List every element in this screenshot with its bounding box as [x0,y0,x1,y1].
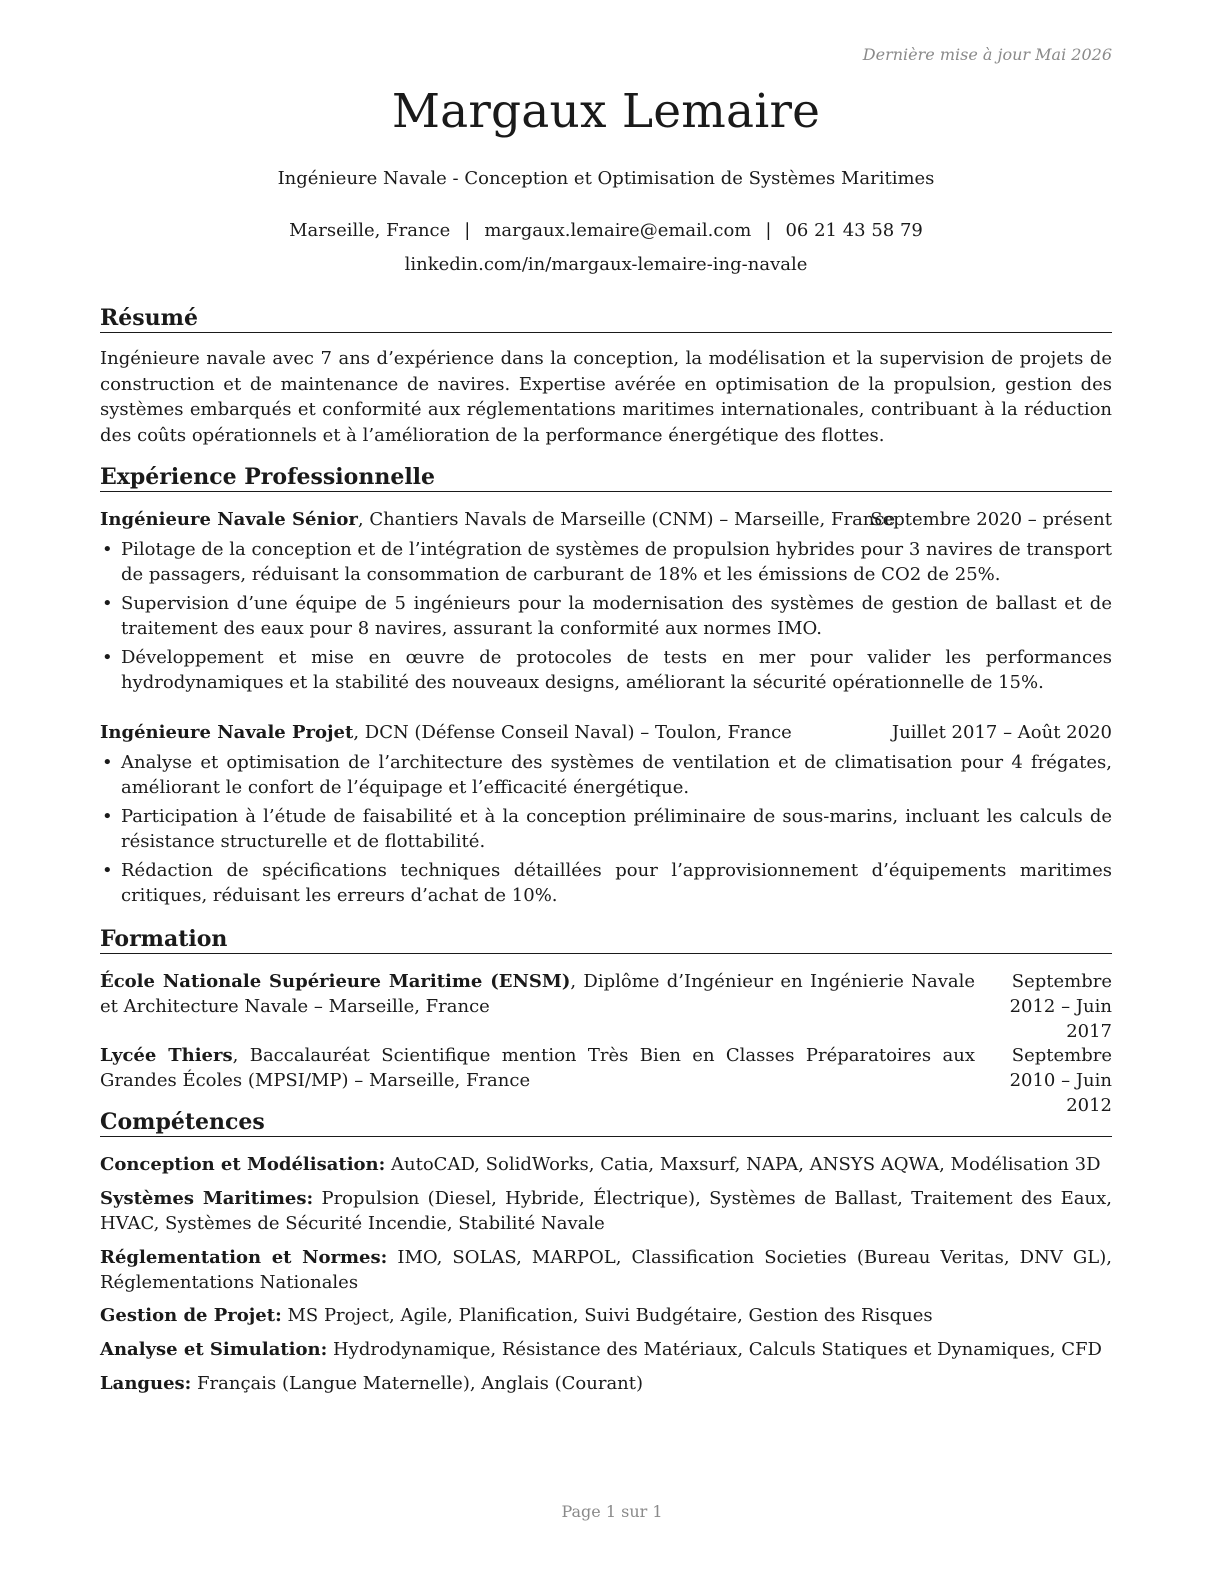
bullet-icon: • [102,593,113,614]
skill-value: AutoCAD, SolidWorks, Catia, Maxsurf, NAPA, ANSYS AQWA, Modélisation 3D [385,1154,1101,1175]
job-bullet-list [100,537,1112,699]
skill-value: Hydrodynamique, Résistance des Matériaux, Calculs Statiques et Dynamiques, CFD [327,1339,1102,1360]
section-title-experience: Expérience Professionnelle [100,464,1112,492]
contact-phone[interactable]: 06 21 43 58 79 [785,220,923,241]
education-dates: Septembre 2010 – Juin 2012 [1009,1045,1112,1116]
skill-row [100,1152,1112,1177]
education-item [100,969,1112,1042]
last-updated: Dernière mise à jour Mai 2026 [862,45,1112,64]
skill-row [100,1303,1112,1328]
bullet-text: Développement et mise en œuvre de protocoles de tests en mer pour valider les performances hydrodynamiques et la stabilité des nouveaux designs, améliorant la sécurité opérationnelle de 15%. [121,647,1112,693]
bullet-text: Pilotage de la conception et de l’intégration de systèmes de propulsion hybrides pour 3 navires de transport de passagers, réduisant la consommation de carburant de 18% et les émissions de CO2 de 25%. [121,539,1112,585]
list-item [100,750,1112,800]
skill-row [100,1186,1112,1236]
candidate-tagline: Ingénieure Navale - Conception et Optimisation de Systèmes Maritimes [277,168,935,189]
education-school: École Nationale Supérieure Maritime (ENSM) [100,971,571,992]
skill-row [100,1337,1112,1362]
skill-label: Analyse et Simulation: [100,1339,328,1360]
job-role: Ingénieure Navale Sénior [100,509,358,530]
list-item [100,645,1112,695]
skill-value: Propulsion (Diesel, Hybride, Électrique), Systèmes de Ballast, Traitement des Eaux, HVAC, Systèmes de Sécurité Incendie, Stabilité Navale [100,1188,1112,1234]
contact-email[interactable]: margaux.lemaire@email.com [484,220,752,241]
skill-label: Gestion de Projet: [100,1305,282,1326]
bullet-icon: • [102,752,113,773]
job-header [100,508,1112,532]
bullet-text: Supervision d’une équipe de 5 ingénieurs pour la modernisation des systèmes de gestion de ballast et de traitement des eaux pour 8 navires, assurant la conformité aux normes IMO. [121,593,1112,639]
education-item [100,1043,1112,1116]
list-item [100,537,1112,587]
job-bullet-list [100,750,1112,912]
list-item [100,804,1112,854]
contact-separator: | [765,220,772,241]
job-header [100,721,1112,745]
bullet-icon: • [102,539,113,560]
bullet-icon: • [102,806,113,827]
education-school: Lycée Thiers [100,1045,233,1066]
job-dates: Juillet 2017 – Août 2020 [891,722,1112,743]
skill-label: Langues: [100,1373,192,1394]
contact-linkedin[interactable]: linkedin.com/in/margaux-lemaire-ing-navale [404,254,808,275]
contact-location: Marseille, France [289,220,451,241]
candidate-name: Margaux Lemaire [391,84,821,139]
contact-separator: | [464,220,471,241]
bullet-icon: • [102,647,113,668]
page-number: Page 1 sur 1 [561,1502,663,1521]
job-company: , Chantiers Navals de Marseille (CNM) – Marseille, France [357,509,896,530]
education-dates: Septembre 2012 – Juin 2017 [1009,971,1112,1042]
skill-value: MS Project, Agile, Planification, Suivi Budgétaire, Gestion des Risques [281,1305,933,1326]
job-dates: Septembre 2020 – présent [870,509,1112,530]
skill-value: IMO, SOLAS, MARPOL, Classification Societies (Bureau Veritas, DNV GL), Réglementations Nationales [100,1247,1112,1293]
skill-label: Réglementation et Normes: [100,1247,388,1268]
skill-value: Français (Langue Maternelle), Anglais (Courant) [191,1373,644,1394]
summary-text: Ingénieure navale avec 7 ans d’expérience dans la conception, la modélisation et la supervision de projets de construction et de maintenance de navires. Expertise avérée en optimisation de la propulsion, gestion des systèmes embarqués et conformité aux réglementations maritimes internationales, contribuant à la réduction des coûts opérationnels et à l’amélioration de la performance énergétique des flottes. [100,348,1112,446]
education-detail: , Baccalauréat Scientifique mention Très Bien en Classes Préparatoires aux Grandes Écoles (MPSI/MP) – Marseille, France [100,1045,976,1091]
bullet-icon: • [102,860,113,881]
job-company: , DCN (Défense Conseil Naval) – Toulon, France [353,722,792,743]
list-item [100,591,1112,641]
list-item [100,858,1112,908]
section-title-skills: Compétences [100,1109,1112,1137]
job-role: Ingénieure Navale Projet [100,722,354,743]
skill-label: Conception et Modélisation: [100,1154,386,1175]
section-title-summary: Résumé [100,305,1112,333]
bullet-text: Analyse et optimisation de l’architecture des systèmes de ventilation et de climatisation pour 4 frégates, améliorant le confort de l’équipage et l’efficacité énergétique. [121,752,1112,798]
education-detail: , Diplôme d’Ingénieur en Ingénierie Navale et Architecture Navale – Marseille, France [100,971,976,1017]
skill-row [100,1245,1112,1295]
contact-line [100,220,1112,241]
section-title-education: Formation [100,926,1112,954]
skill-label: Systèmes Maritimes: [100,1188,314,1209]
skill-row [100,1371,1112,1396]
bullet-text: Rédaction de spécifications techniques détaillées pour l’approvisionnement d’équipements maritimes critiques, réduisant les erreurs d’achat de 10%. [121,860,1112,906]
bullet-text: Participation à l’étude de faisabilité et à la conception préliminaire de sous-marins, incluant les calculs de résistance structurelle et de flottabilité. [121,806,1112,852]
